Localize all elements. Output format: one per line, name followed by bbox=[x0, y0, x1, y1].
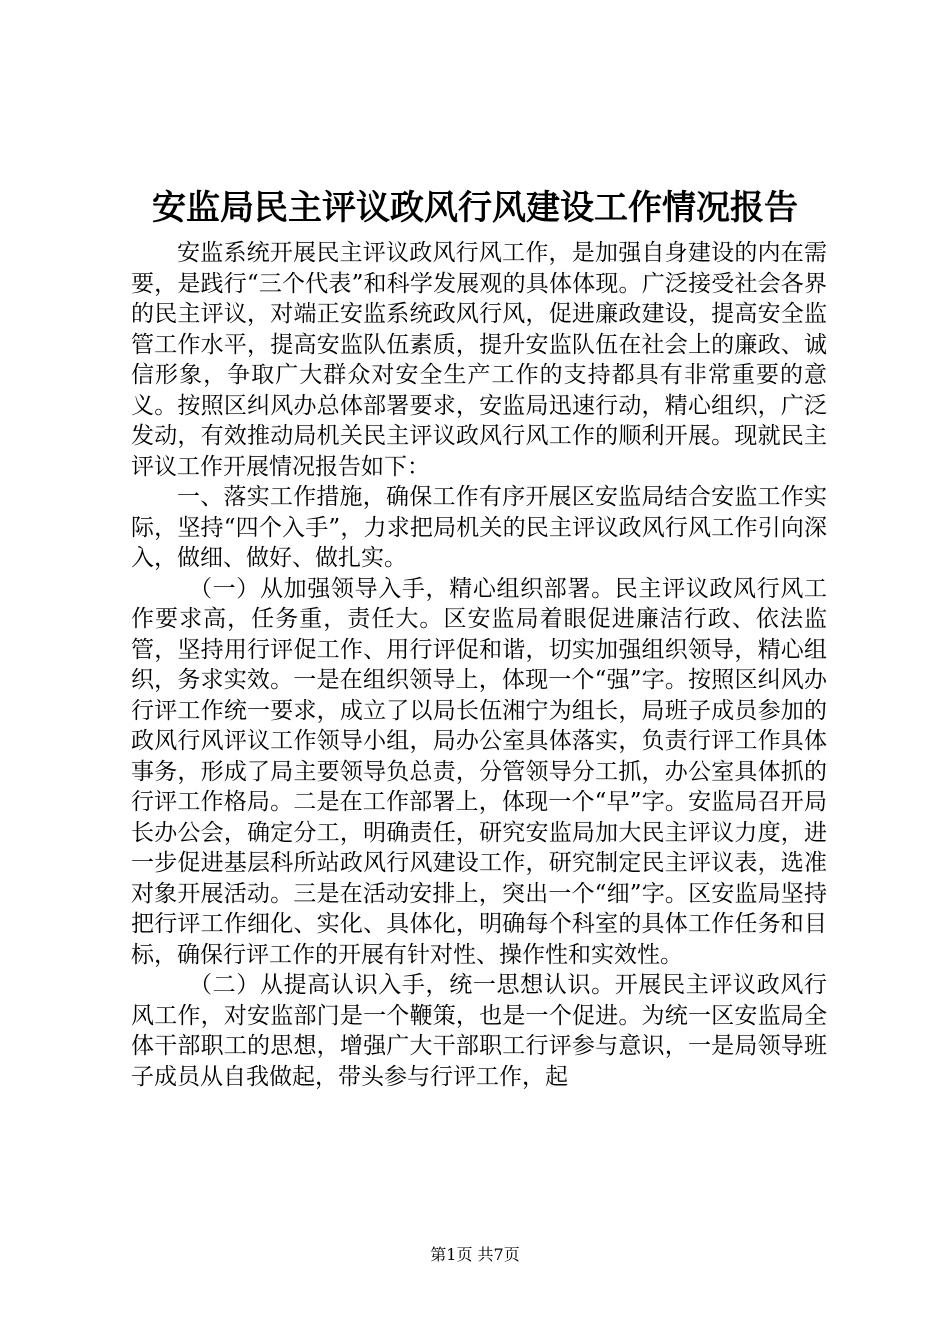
subsection-two-paragraph: （二）从提高认识入手，统一思想认识。开展民主评议政风行风工作，对安监部门是一个鞭策，也是一个促进。为统一区安监局全体干部职工的思想，增强广大干部职工行评参与意识，一是局领导班子成员从自我做起，带头参与行评工作，起 bbox=[131, 972, 827, 1090]
document-title: 安监局民主评议政风行风建设工作情况报告 bbox=[152, 188, 798, 228]
subsection-one-paragraph: （一）从加强领导入手，精心组织部署。民主评议政风行风工作要求高，任务重，责任大。区安监局着眼促进廉洁行政、依法监管，坚持用行评促工作、用行评促和谐，切实加强组织领导，精心组织，务求实效。一是在组织领导上，体现一个“强”字。按照区纠风办行评工作统一要求，成立了以局长伍湘宁为组长，局班子成员参加的政风行风评议工作领导小组，局办公室具体落实，负责行评工作具体事务，形成了局主要领导负总责，分管领导分工抓，办公室具体抓的行评工作格局。二是在工作部署上，体现一个“早”字。安监局召开局长办公会，确定分工，明确责任，研究安监局加大民主评议力度，进一步促进基层科所站政风行风建设工作，研究制定民主评议表，选准对象开展活动。三是在活动安排上，突出一个“细”字。区安监局坚持把行评工作细化、实化、具体化，明确每个科室的具体工作任务和目标，确保行评工作的开展有针对性、操作性和实效性。 bbox=[131, 575, 827, 968]
section-one-paragraph: 一、落实工作措施，确保工作有序开展区安监局结合安监工作实际，坚持“四个入手”，力求把局机关的民主评议政风行风工作引向深入，做细、做好、做扎实。 bbox=[131, 484, 827, 571]
page-number-footer: 第1页 共7页 bbox=[430, 1245, 520, 1264]
intro-paragraph: 安监系统开展民主评议政风行风工作，是加强自身建设的内在需要，是践行“三个代表”和科学发展观的具体体现。广泛接受社会各界的民主评议，对端正安监系统政风行风，促进廉政建设，提高安全监管工作水平，提高安监队伍素质，提升安监队伍在社会上的廉政、诚信形象，争取广大群众对安全生产工作的支持都具有非常重要的意义。按照区纠风办总体部署要求，安监局迅速行动，精心组织，广泛发动，有效推动局机关民主评议政风行风工作的顺利开展。现就民主评议工作开展情况报告如下： bbox=[131, 240, 827, 480]
document-body bbox=[131, 238, 827, 1092]
